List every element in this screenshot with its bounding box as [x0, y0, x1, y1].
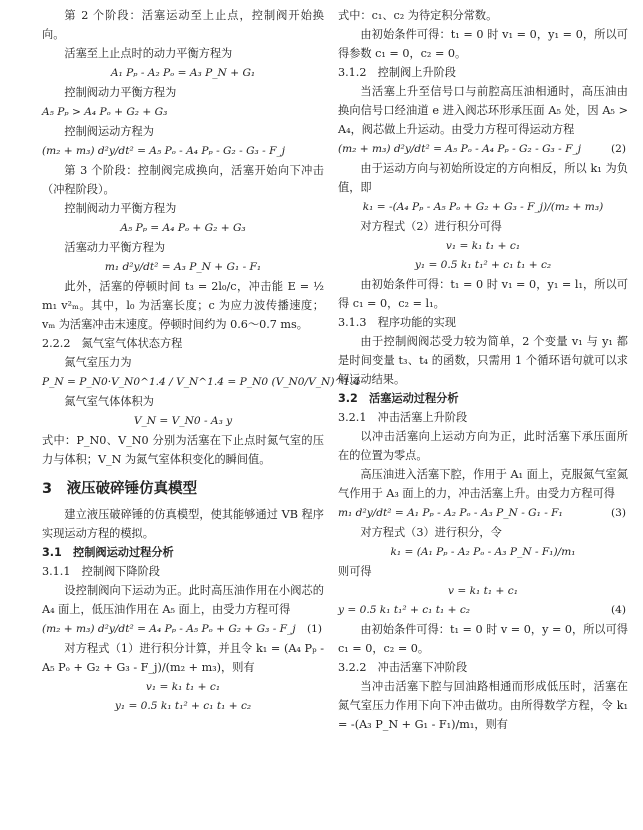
paragraph: 第 2 个阶段：活塞运动至上止点，控制阀开始换向。 [42, 9, 324, 41]
equation [338, 582, 628, 600]
equation-text: v = k₁ t₁ + c₁ [448, 585, 518, 597]
section-heading: 3.2.1 冲击活塞上升阶段 [338, 411, 468, 424]
paragraph: 设控制阀向下运动为正。此时高压油作用在小阀芯的 A₄ 面上，低压油作用在 A₅ 面上，由受力方程可得 [42, 584, 324, 616]
paragraph: 建立液压破碎锤的仿真模型，使其能够通过 VB 程序实现运动方程的模拟。 [42, 508, 324, 540]
equation [42, 64, 324, 82]
equation-text: y₁ = 0.5 k₁ t₁² + c₁ t₁ + c₂ [114, 700, 252, 712]
equation-text: (m₂ + m₃) d²y/dt² = A₅ Pₒ - A₄ Pₚ - G₂ - G₃ - F_j [338, 143, 582, 155]
equation-text: (m₂ + m₃) d²y/dt² = A₄ Pₚ - A₅ Pₒ + G₂ + G₃ - F_j [42, 623, 296, 635]
equation [42, 412, 324, 430]
paragraph: 控制阀动力平衡方程为 [64, 202, 177, 215]
paragraph: 此外，活塞的停顿时间 t₃ = 2l₀/c，冲击能 E = ½ m₁ v²ₘ。其中，l₀ 为活塞长度；c 为应力波传播速度；vₘ 为活塞冲击末速度。停顿时间约为 0.6～0.7 ms。 [42, 280, 324, 331]
paragraph: 活塞动力平衡方程为 [64, 241, 166, 254]
section-heading: 3.2 活塞运动过程分析 [338, 392, 459, 405]
equation-number: (4) [610, 604, 626, 616]
equation-text: A₅ Pₚ > A₄ Pₒ + G₂ + G₃ [42, 106, 168, 118]
equation [338, 198, 628, 216]
equation [42, 620, 324, 638]
equation-text: A₅ Pₚ = A₄ Pₒ + G₂ + G₃ [120, 222, 246, 234]
paragraph: 对方程式（1）进行积分计算，并且令 k₁ = (A₄ Pₚ - A₅ Pₒ + G₂ + G₃ - F_j)/(m₂ + m₃)，则有 [42, 642, 324, 674]
section-heading: 3.1.3 程序功能的实现 [338, 316, 456, 329]
equation-text: k₁ = -(A₄ Pₚ - A₅ Pₒ + G₂ + G₃ - F_j)/(m₂ + m₃) [362, 201, 604, 213]
equation [338, 543, 628, 561]
paragraph: 控制阀运动方程为 [64, 125, 154, 138]
equation [42, 697, 324, 715]
equation [338, 140, 628, 158]
equation [42, 103, 324, 121]
equation [42, 678, 324, 696]
equation-text: V_N = V_N0 - A₃ y [133, 415, 233, 427]
paragraph: 对方程式（2）进行积分可得 [360, 220, 502, 233]
paragraph: 第 3 个阶段：控制阀完成换向，活塞开始向下冲击（冲程阶段）。 [42, 164, 324, 196]
paragraph: 以冲击活塞向上运动方向为正，此时活塞下承压面所在的位置为零点。 [338, 430, 628, 462]
section-heading: 3.1.1 控制阀下降阶段 [42, 565, 160, 578]
paragraph: 当活塞上升至信号口与前腔高压油相通时，高压油由换向信号口经油道 e 进入阀芯环形承压面 A₅ 处，因 A₅ > A₄，阀芯做上升运动。由受力方程可得运动方程 [338, 85, 628, 136]
equation-number: (3) [610, 507, 626, 519]
section-heading: 3 液压破碎锤仿真模型 [42, 481, 198, 497]
equation-text: P_N = P_N0·V_N0^1.4 / V_N^1.4 = P_N0 (V_N0/V_N)^1.4 [42, 376, 361, 388]
equation-text: y = 0.5 k₁ t₁² + c₁ t₁ + c₂ [338, 604, 471, 616]
paragraph: 由于控制阀阀芯受力较为简单，2 个变量 v₁ 与 y₁ 都是时间变量 t₃、t₄ 的函数，只需用 1 个循环语句就可以求解运动结果。 [338, 335, 628, 386]
equation-number: (2) [610, 143, 626, 155]
paragraph: 式中：P_N0、V_N0 分别为活塞在下止点时氮气室的压力与体积；V_N 为氮气室体积变化的瞬间值。 [42, 434, 324, 466]
paragraph: 氮气室气体体积为 [64, 395, 154, 408]
paragraph: 当冲击活塞下腔与回油路相通而形成低压时，活塞在氮气室压力作用下向下冲击做功。由所得数学方程，令 k₁ = -(A₃ P_N + G₁ - F₁)/m₁，则有 [338, 680, 628, 731]
section-heading: 2.2.2 氮气室气体状态方程 [42, 337, 183, 350]
right-column [338, 6, 628, 734]
paragraph: 由于运动方向与初始所设定的方向相反，所以 k₁ 为负值，即 [338, 162, 628, 194]
paragraph: 式中：c₁、c₂ 为待定积分常数。 [338, 9, 498, 22]
paragraph: 高压油进入活塞下腔，作用于 A₁ 面上，克服氮气室氮气作用于 A₃ 面上的力，冲击活塞上升。由受力方程可得 [338, 468, 628, 500]
section-heading: 3.2.2 冲击活塞下冲阶段 [338, 661, 468, 674]
paragraph: 则可得 [338, 565, 372, 578]
equation [338, 504, 628, 522]
paragraph: 由初始条件可得：t₁ = 0 时 v = 0，y = 0，所以可得 c₁ = 0，c₂ = 0。 [338, 623, 628, 655]
equation [338, 237, 628, 255]
section-heading: 3.1 控制阀运动过程分析 [42, 546, 174, 559]
equation-number: (1) [306, 623, 322, 635]
equation [338, 601, 628, 619]
paragraph: 氮气室压力为 [64, 356, 132, 369]
equation [338, 256, 628, 274]
equation-text: k₁ = (A₁ Pₚ - A₂ Pₒ - A₃ P_N - F₁)/m₁ [390, 546, 576, 558]
paragraph: 活塞至上止点时的动力平衡方程为 [64, 47, 233, 60]
equation-text: m₁ d²y/dt² = A₁ Pₚ - A₂ Pₒ - A₃ P_N - G₁ - F₁ [338, 507, 563, 519]
paragraph: 由初始条件可得：t₁ = 0 时 v₁ = 0，y₁ = 0，所以可得参数 c₁ = 0，c₂ = 0。 [338, 28, 628, 60]
section-heading: 3.1.2 控制阀上升阶段 [338, 66, 456, 79]
paragraph: 对方程式（3）进行积分，令 [360, 526, 502, 539]
equation-text: v₁ = k₁ t₁ + c₁ [145, 681, 221, 693]
equation [42, 373, 361, 391]
equation-text: (m₂ + m₃) d²y/dt² = A₅ Pₒ - A₄ Pₚ - G₂ - G₃ - F_j [42, 145, 286, 157]
equation [42, 219, 324, 237]
equation-text: v₁ = k₁ t₁ + c₁ [445, 240, 521, 252]
equation [42, 142, 324, 160]
equation-text: y₁ = 0.5 k₁ t₁² + c₁ t₁ + c₂ [414, 259, 552, 271]
equation-text: A₁ Pₚ - A₂ Pₒ = A₃ P_N + G₁ [110, 67, 256, 79]
paragraph: 控制阀动力平衡方程为 [64, 86, 177, 99]
equation-text: m₁ d²y/dt² = A₃ P_N + G₁ - F₁ [104, 261, 262, 273]
equation [42, 258, 324, 276]
paragraph: 由初始条件可得：t₁ = 0 时 v₁ = 0，y₁ = l₁，所以可得 c₁ = 0，c₂ = l₁。 [338, 278, 628, 310]
